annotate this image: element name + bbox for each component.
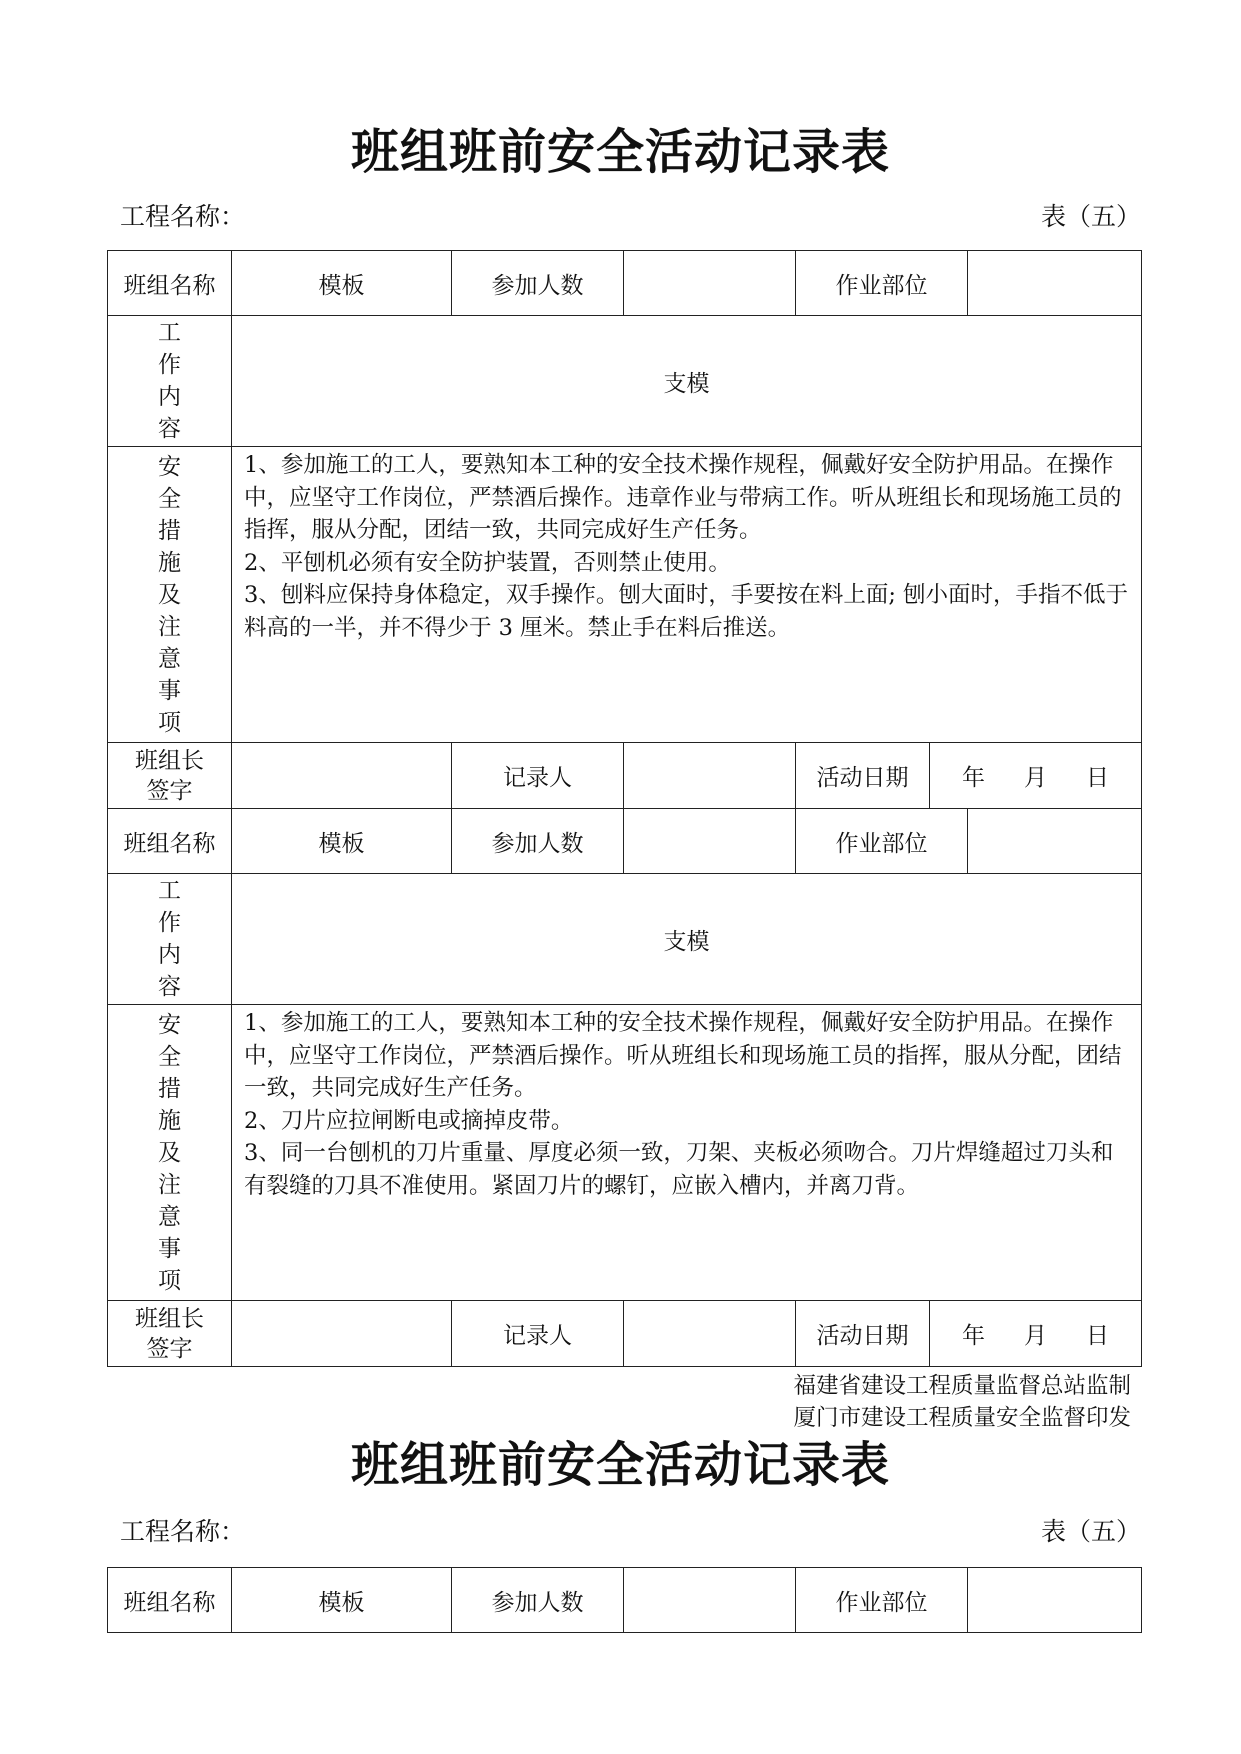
measure-item: 2、刀片应拉闸断电或摘掉皮带。 [244, 1107, 574, 1134]
team-name-label: 班组名称 [108, 251, 232, 316]
measure-item: 1、参加施工的工人，要熟知本工种的安全技术操作规程，佩戴好安全防护用品。在操作中，应坚守工作岗位，严禁酒后操作。听从班组长和现场施工员的指挥，服从分配，团结一致，共同完成好生产任务。 [244, 1010, 1122, 1101]
page-2-record-table [107, 1567, 1142, 1633]
measure-item: 3、刨料应保持身体稳定，双手操作。刨大面时，手要按在料上面; 刨小面时，手指不低于料高的一半，并不得少于 3 厘米。禁止手在料后推送。 [244, 582, 1129, 641]
recorder-label: 记录人 [452, 743, 624, 809]
page-2-project-name-label: 工程名称： [120, 1517, 246, 1546]
work-location-value[interactable] [968, 1568, 1142, 1633]
form-number: 表（五） [1040, 202, 1141, 231]
measure-item: 3、同一台刨机的刀片重量、厚度必须一致，刀架、夹板必须吻合。刀片焊缝超过刀头和有裂缝的刀具不准使用。紧固刀片的螺钉，应嵌入槽内，并离刀背。 [244, 1140, 1114, 1199]
participants-value[interactable] [624, 251, 796, 316]
issuer-line-2: 厦门市建设工程质量安全监督印发 [793, 1405, 1131, 1431]
participants-value[interactable] [624, 809, 796, 874]
participants-label: 参加人数 [452, 1568, 624, 1633]
record-1-measures-row [108, 447, 1142, 743]
work-location-value[interactable] [968, 809, 1142, 874]
team-name-value: 模板 [232, 251, 452, 316]
team-name-value: 模板 [232, 1568, 452, 1633]
leader-sign-value[interactable] [232, 743, 452, 809]
measure-item: 2、平刨机必须有安全防护装置，否则禁止使用。 [244, 549, 731, 576]
safety-measures-text [232, 1005, 1142, 1301]
work-content-label: 工 作 内 容 [108, 316, 232, 447]
work-content-label: 工 作 内 容 [108, 874, 232, 1005]
record-2-content-row [108, 874, 1142, 1005]
recorder-value[interactable] [624, 1301, 796, 1367]
work-location-label: 作业部位 [796, 809, 968, 874]
work-location-label: 作业部位 [796, 251, 968, 316]
safety-measures-label: 安 全 措 施 及 注 意 事 项 [108, 1005, 232, 1301]
safety-measures-text [232, 447, 1142, 743]
work-content-value: 支模 [232, 316, 1142, 447]
safety-measures-label: 安 全 措 施 及 注 意 事 项 [108, 447, 232, 743]
activity-record-table [107, 250, 1142, 1367]
work-location-label: 作业部位 [796, 1568, 968, 1633]
record-2-sign-row [108, 1301, 1142, 1367]
participants-label: 参加人数 [452, 809, 624, 874]
team-name-label: 班组名称 [108, 1568, 232, 1633]
record-2-header-row [108, 809, 1142, 874]
page-2-header-row [108, 1568, 1142, 1633]
record-1-header-row [108, 251, 1142, 316]
leader-sign-label: 班组长 签字 [108, 743, 232, 809]
recorder-value[interactable] [624, 743, 796, 809]
participants-label: 参加人数 [452, 251, 624, 316]
issuer-line-1: 福建省建设工程质量监督总站监制 [793, 1373, 1131, 1399]
measure-item: 1、参加施工的工人，要熟知本工种的安全技术操作规程，佩戴好安全防护用品。在操作中，应坚守工作岗位，严禁酒后操作。违章作业与带病工作。听从班组长和现场施工员的指挥，服从分配，团结一致，共同完成好生产任务。 [244, 452, 1122, 543]
issuer-footer [793, 1370, 1131, 1434]
participants-value[interactable] [624, 1568, 796, 1633]
record-1-content-row [108, 316, 1142, 447]
activity-date-label: 活动日期 [796, 1301, 930, 1367]
page-2-form-number: 表（五） [1040, 1517, 1141, 1546]
project-name-label: 工程名称： [120, 202, 246, 231]
activity-date-value[interactable]: 年 月 日 [930, 743, 1142, 809]
record-1-sign-row [108, 743, 1142, 809]
leader-sign-label: 班组长 签字 [108, 1301, 232, 1367]
work-content-value: 支模 [232, 874, 1142, 1005]
team-name-label: 班组名称 [108, 809, 232, 874]
work-location-value[interactable] [968, 251, 1142, 316]
recorder-label: 记录人 [452, 1301, 624, 1367]
leader-sign-value[interactable] [232, 1301, 452, 1367]
page-title: 班组班前安全活动记录表 [350, 124, 890, 180]
activity-date-label: 活动日期 [796, 743, 930, 809]
record-2-measures-row [108, 1005, 1142, 1301]
page-2-title: 班组班前安全活动记录表 [350, 1437, 890, 1493]
team-name-value: 模板 [232, 809, 452, 874]
activity-date-value[interactable]: 年 月 日 [930, 1301, 1142, 1367]
